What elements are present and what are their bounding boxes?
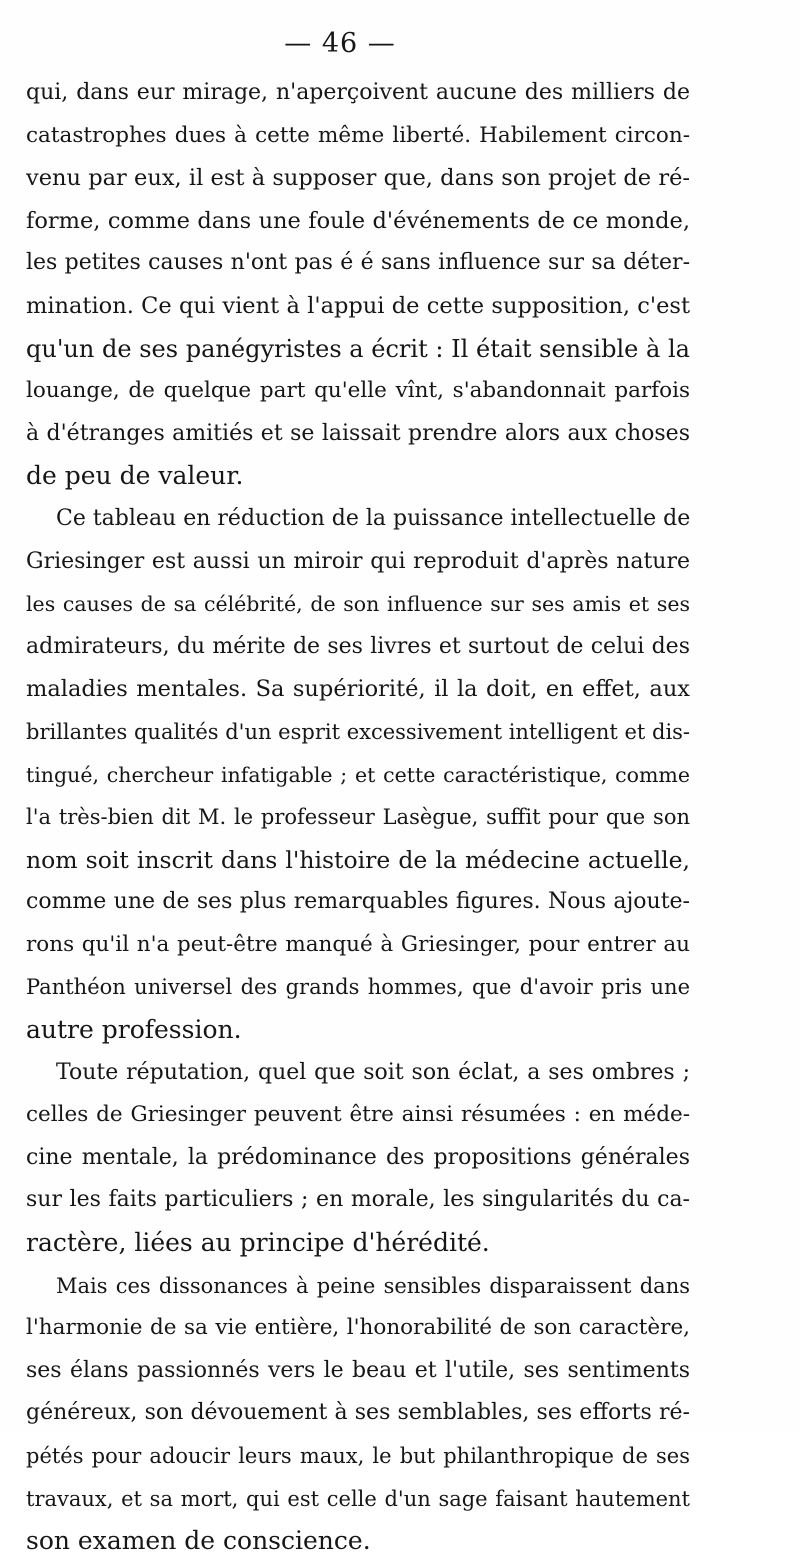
text-line: forme, comme dans une foule d'événements de ce monde, — [26, 207, 690, 234]
text-line: cine mentale, la prédominance des propositions générales — [26, 1144, 690, 1170]
text-line: catastrophes dues à cette même liberté. Habilement circon- — [26, 122, 690, 148]
page-number: — 46 — — [284, 28, 396, 59]
text-line: louange, de quelque part qu'elle vînt, s'abandonnait parfois — [26, 378, 690, 404]
text-line: travaux, et sa mort, qui est celle d'un sage faisant hautement — [26, 1486, 690, 1511]
text-line: généreux, son dévouement à ses semblables, ses efforts ré- — [26, 1400, 690, 1426]
text-line: autre profession. — [26, 1015, 242, 1045]
paragraph — [26, 498, 690, 1052]
text-line: qui, dans eur mirage, n'aperçoivent aucune des milliers de — [26, 80, 690, 105]
text-line: venu par eux, il est à supposer que, dans son projet de ré- — [26, 165, 690, 192]
page-text — [26, 72, 690, 1563]
text-line: les causes de sa célébrité, de son influence sur ses amis et ses — [26, 592, 690, 617]
text-line: celles de Griesinger peuvent être ainsi résumées : en méde- — [26, 1102, 690, 1128]
text-line: Toute réputation, quel que soit son éclat, a ses ombres ; — [56, 1059, 690, 1085]
text-line: brillantes qualités d'un esprit excessivement intelligent et dis- — [26, 719, 690, 744]
paragraph — [26, 72, 690, 498]
text-line: Griesinger est aussi un miroir qui reproduit d'après nature — [26, 548, 690, 574]
text-line: son examen de conscience. — [26, 1526, 371, 1556]
text-line: mination. Ce qui vient à l'appui de cette supposition, c'est — [26, 292, 690, 319]
paragraph — [26, 1265, 690, 1563]
paragraph — [26, 1052, 690, 1265]
text-line: sur les faits particuliers ; en morale, les singularités du ca- — [26, 1187, 690, 1213]
text-line: admirateurs, du mérite de ses livres et surtout de celui des — [26, 633, 690, 659]
text-line: l'a très-bien dit M. le professeur Lasègue, suffit pour que son — [26, 805, 690, 830]
text-line: les petites causes n'ont pas é é sans influence sur sa déter- — [26, 250, 690, 276]
text-line: Ce tableau en réduction de la puissance intellectuelle de — [56, 505, 690, 531]
text-line: maladies mentales. Sa supériorité, il la doit, en effet, aux — [26, 676, 690, 703]
text-line: comme une de ses plus remarquables figures. Nous ajoute- — [26, 889, 690, 915]
text-line: ses élans passionnés vers le beau et l'utile, ses sentiments — [26, 1357, 690, 1383]
text-line: Panthéon universel des grands hommes, que d'avoir pris une — [26, 975, 690, 1000]
text-line: pétés pour adoucir leurs maux, le but philanthropique de ses — [26, 1444, 690, 1468]
text-line: nom soit inscrit dans l'histoire de la médecine actuelle, — [26, 845, 690, 874]
text-line: rons qu'il n'a peut-être manqué à Griesinger, pour entrer au — [26, 931, 690, 957]
text-line: l'harmonie de sa vie entière, l'honorabilité de son caractère, — [26, 1315, 690, 1341]
text-line: à d'étranges amitiés et se laissait prendre alors aux choses — [26, 420, 690, 446]
text-line: de peu de valeur. — [26, 461, 244, 491]
text-line: tingué, chercheur infatigable ; et cette caractéristique, comme — [26, 762, 690, 787]
text-line: ractère, liées au principe d'hérédité. — [26, 1228, 490, 1258]
text-line: Mais ces dissonances à peine sensibles disparaissent dans — [56, 1273, 690, 1298]
text-line: qu'un de ses panégyristes a écrit : Il était sensible à la — [26, 334, 690, 363]
